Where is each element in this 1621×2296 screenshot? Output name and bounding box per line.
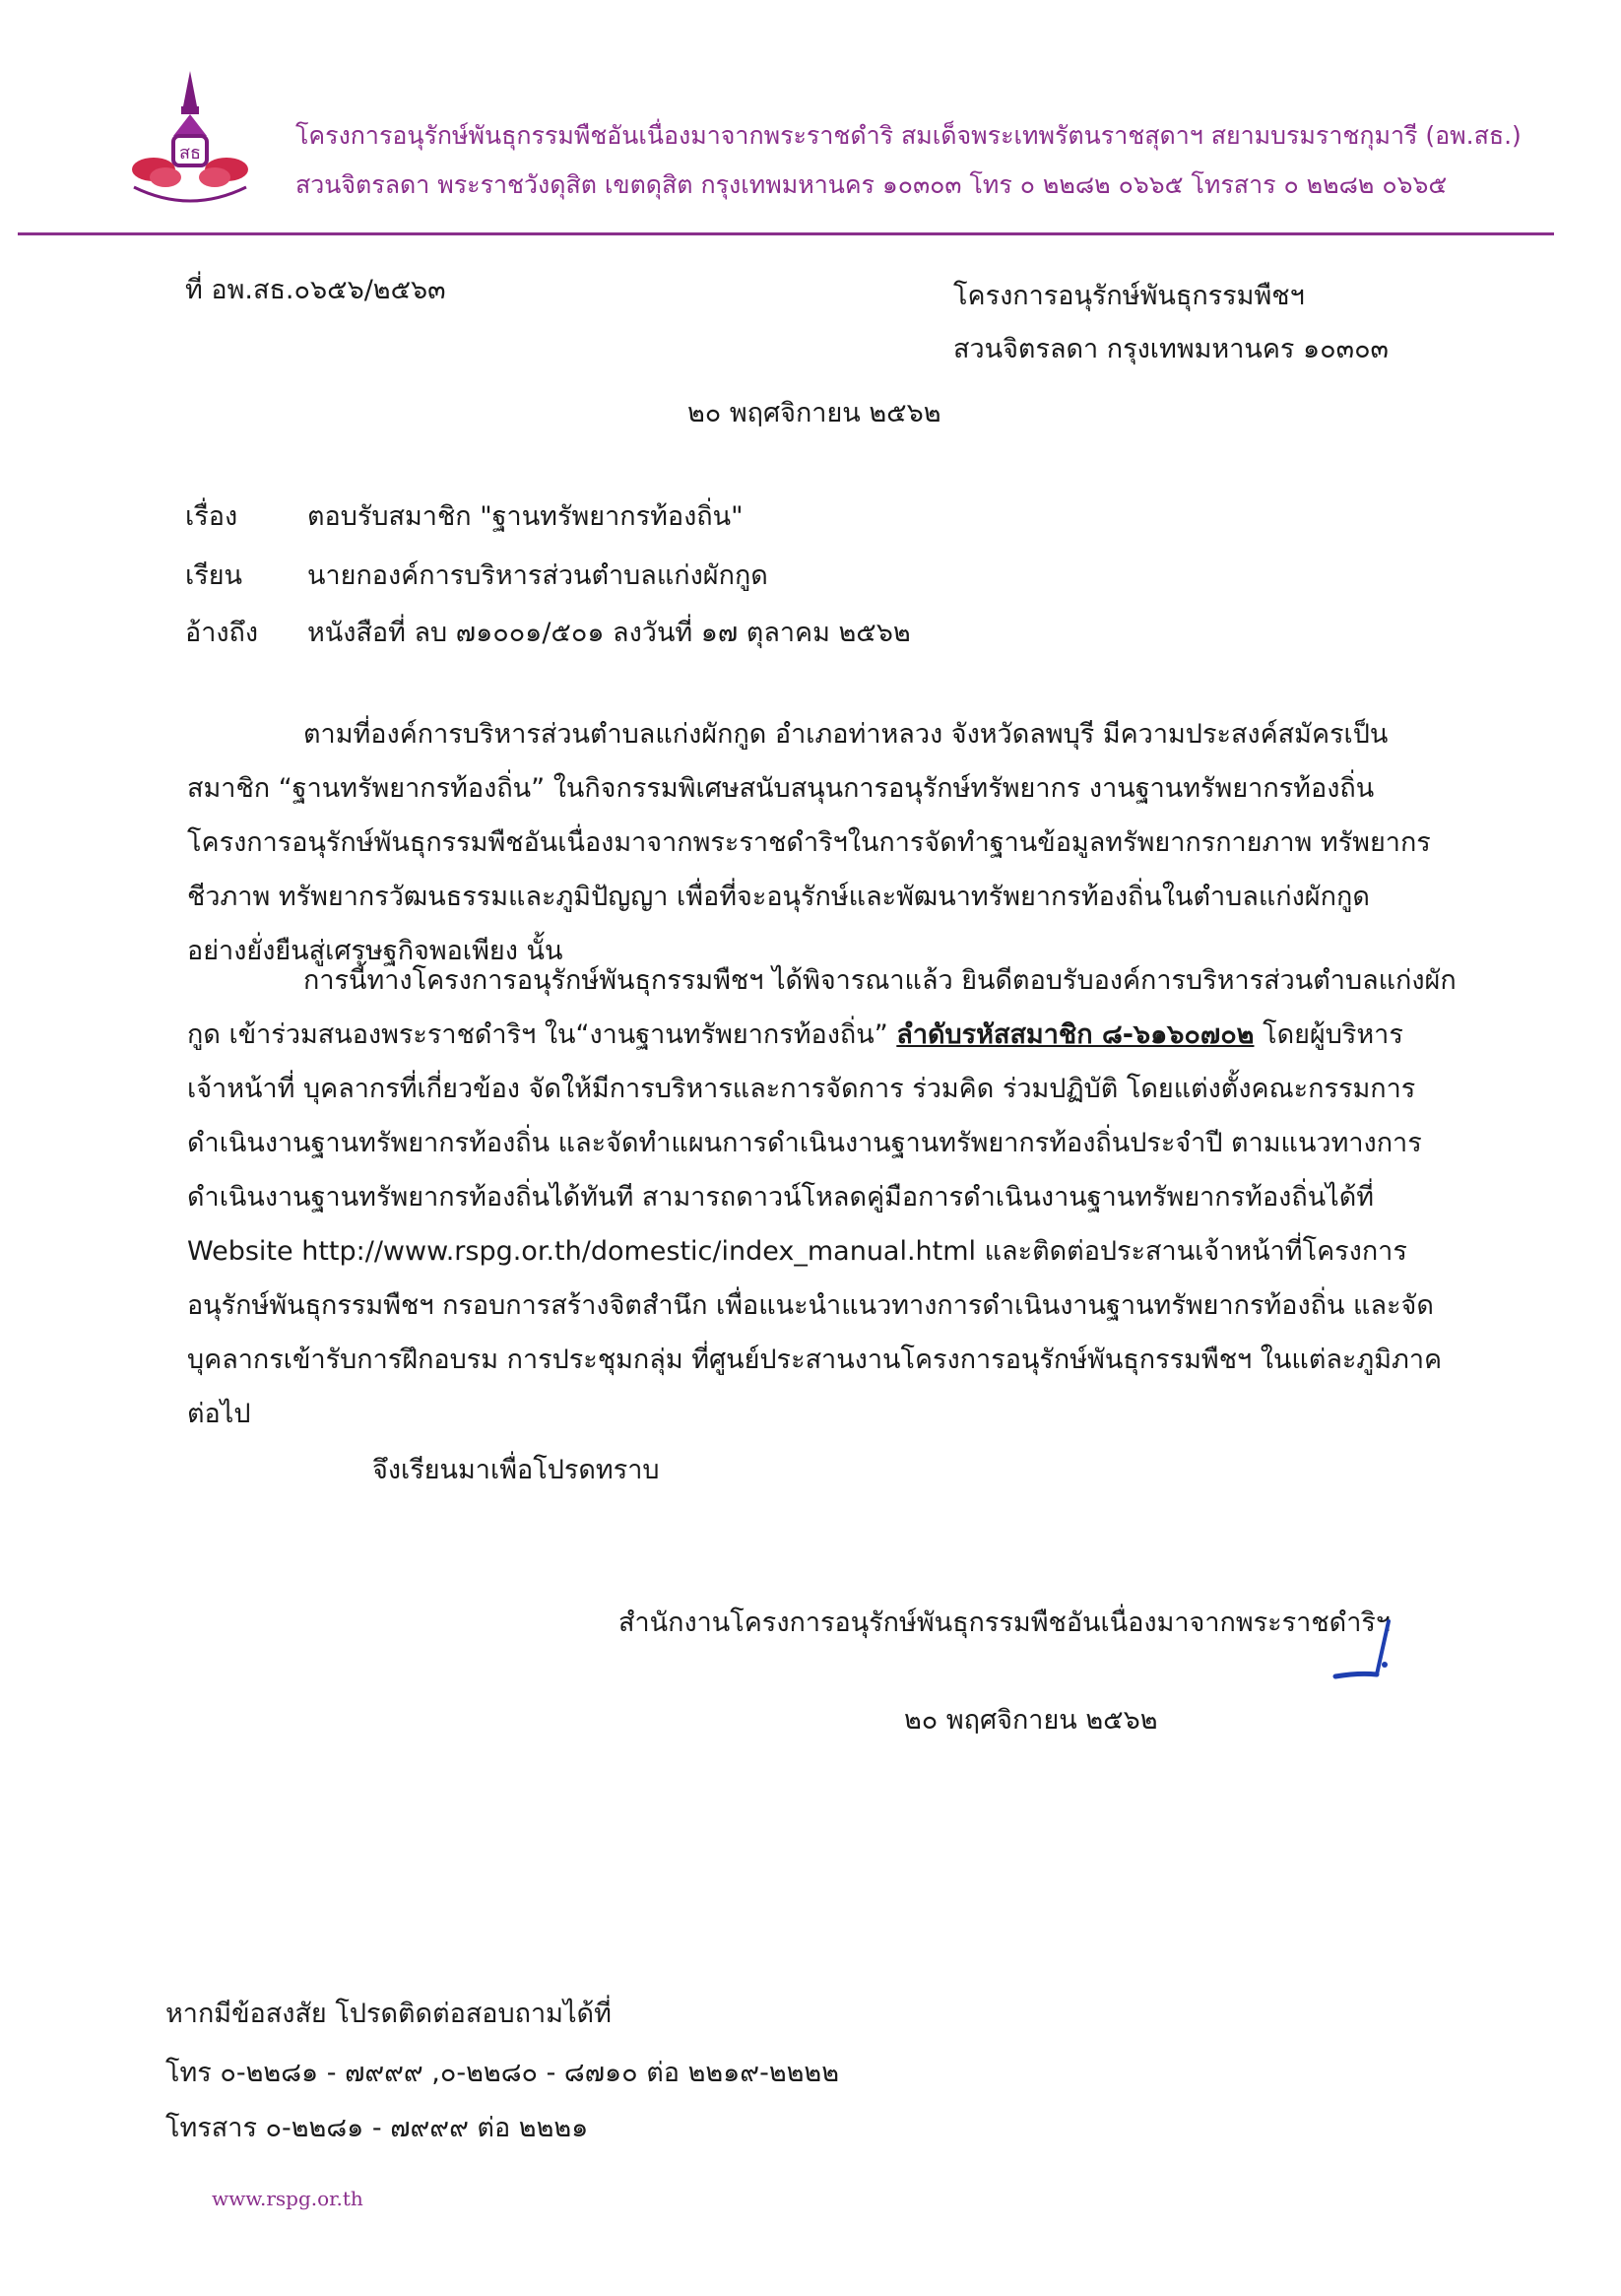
letter-ref-no: ที่ อพ.สธ.๐๖๕๖/๒๕๖๓ xyxy=(185,275,446,305)
member-code: ลำดับรหัสสมาชิก ๘-๖๑๖๐๗๐๒ xyxy=(896,1019,1255,1050)
closing-text: จึงเรียนมาเพื่อโปรดทราบ xyxy=(372,1455,660,1485)
paragraph-1-line: ตามที่องค์การบริหารส่วนตำบลแก่งผักกูด อำเภอท่าหลวง จังหวัดลพบุรี มีความประสงค์สมัครเป็น xyxy=(303,719,1389,750)
paragraph-2-line-text: โดยผู้บริหาร xyxy=(1254,1019,1403,1050)
reference-label: อ้างถึง xyxy=(185,618,259,648)
letter-date: ๒๐ พฤศจิกายน ๒๕๖๒ xyxy=(687,398,941,428)
signature-mark xyxy=(1329,1615,1408,1684)
sender-line-2: สวนจิตรลดา กรุงเทพมหานคร ๑๐๓๐๓ xyxy=(953,334,1390,364)
paragraph-2-line: เจ้าหน้าที่ บุคลากรที่เกี่ยวข้อง จัดให้มีการบริหารและการจัดการ ร่วมคิด ร่วมปฏิบัติ โดยแต่งตั้งคณะกรรมการ xyxy=(187,1074,1416,1104)
paragraph-1-line: สมาชิก “ฐานทรัพยากรท้องถิ่น” ในกิจกรรมพิเศษสนับสนุนการอนุรักษ์ทรัพยากร งานฐานทรัพยากรท้องถิ่น xyxy=(187,773,1375,804)
rspg-emblem-logo xyxy=(116,67,264,215)
recipient-text: นายกองค์การบริหารส่วนตำบลแก่งผักกูด xyxy=(307,560,768,591)
paragraph-2-line: อนุรักษ์พันธุกรรมพืชฯ กรอบการสร้างจิตสำนึก เพื่อแนะนำแนวทางการดำเนินงานฐานทรัพยากรท้องถิ่น และจัด xyxy=(187,1290,1434,1321)
paragraph-2-line-website: Website http://www.rspg.or.th/domestic/index_manual.html และติดต่อประสานเจ้าหน้าที่โครงการ xyxy=(187,1236,1407,1267)
header-org-line: โครงการอนุรักษ์พันธุกรรมพืชอันเนื่องมาจากพระราชดำริ สมเด็จพระเทพรัตนราชสุดาฯ สยามบรมราชกุมารี (อพ.สธ.) xyxy=(295,121,1522,150)
paragraph-2 xyxy=(187,953,1457,1441)
paragraph-2-line: ดำเนินงานฐานทรัพยากรท้องถิ่น และจัดทำแผนการดำเนินงานฐานทรัพยากรท้องถิ่นประจำปี ตามแนวทางการ xyxy=(187,1128,1422,1158)
paragraph-2-line-member xyxy=(187,1008,1428,1062)
subject-label: เรื่อง xyxy=(185,501,238,532)
paragraph-2-line: ต่อไป xyxy=(187,1399,251,1429)
header-address-line: สวนจิตรลดา พระราชวังดุสิต เขตดุสิต กรุงเทพมหานคร ๑๐๓๐๓ โทร ๐ ๒๒๘๒ ๐๖๖๕ โทรสาร ๐ ๒๒๘๒ ๐๖๖๕ xyxy=(295,170,1448,199)
recipient-label: เรียน xyxy=(185,560,243,591)
paragraph-1-line: อย่างยั่งยืนสู่เศรษฐกิจพอเพียง นั้น xyxy=(187,936,563,966)
paragraph-2-line-text: กูด เข้าร่วมสนองพระราชดำริฯ ใน“งานฐานทรัพยากรท้องถิ่น” xyxy=(187,1019,897,1050)
subject-text: ตอบรับสมาชิก "ฐานทรัพยากรท้องถิ่น" xyxy=(307,501,744,532)
website-link[interactable]: www.rspg.or.th xyxy=(212,2187,363,2210)
contact-phone: โทร ๐-๒๒๘๑ - ๗๙๙๙ ,๐-๒๒๘๐ - ๘๗๑๐ ต่อ ๒๒๑๙-๒๒๒๒ xyxy=(165,2058,840,2088)
header-divider xyxy=(18,232,1554,235)
paragraph-2-line: ดำเนินงานฐานทรัพยากรท้องถิ่นได้ทันที สามารถดาวน์โหลดคู่มือการดำเนินงานฐานทรัพยากรท้องถิ่นได้ที่ xyxy=(187,1182,1375,1213)
contact-line-1: หากมีข้อสงสัย โปรดติดต่อสอบถามได้ที่ xyxy=(165,1999,612,2029)
svg-text:สธ: สธ xyxy=(179,143,201,164)
sender-line-1: โครงการอนุรักษ์พันธุกรรมพืชฯ xyxy=(953,281,1305,311)
signature-office: สำนักงานโครงการอนุรักษ์พันธุกรรมพืชอันเนื่องมาจากพระราชดำริฯ xyxy=(618,1607,1392,1638)
paragraph-1-line: ชีวภาพ ทรัพยากรวัฒนธรรมและภูมิปัญญา เพื่อที่จะอนุรักษ์และพัฒนาทรัพยากรท้องถิ่นในตำบลแก่งผักกูด xyxy=(187,882,1370,912)
paragraph-1 xyxy=(187,707,1431,978)
paragraph-1-line: โครงการอนุรักษ์พันธุกรรมพืชอันเนื่องมาจากพระราชดำริฯในการจัดทำฐานข้อมูลทรัพยากรกายภาพ ทรัพยากร xyxy=(187,827,1431,858)
contact-fax: โทรสาร ๐-๒๒๘๑ - ๗๙๙๙ ต่อ ๒๒๒๑ xyxy=(165,2113,589,2143)
signature-date: ๒๐ พฤศจิกายน ๒๕๖๒ xyxy=(904,1705,1158,1736)
paragraph-2-line: การนี้ทางโครงการอนุรักษ์พันธุกรรมพืชฯ ได้พิจารณาแล้ว ยินดีตอบรับองค์การบริหารส่วนตำบลแก่งผัก xyxy=(303,965,1457,996)
reference-text: หนังสือที่ ลบ ๗๑๐๐๑/๕๐๑ ลงวันที่ ๑๗ ตุลาคม ๒๕๖๒ xyxy=(307,618,911,648)
paragraph-2-line: บุคลากรเข้ารับการฝึกอบรม การประชุมกลุ่ม ที่ศูนย์ประสานงานโครงการอนุรักษ์พันธุกรรมพืชฯ ในแต่ละภูมิภาค xyxy=(187,1345,1443,1375)
